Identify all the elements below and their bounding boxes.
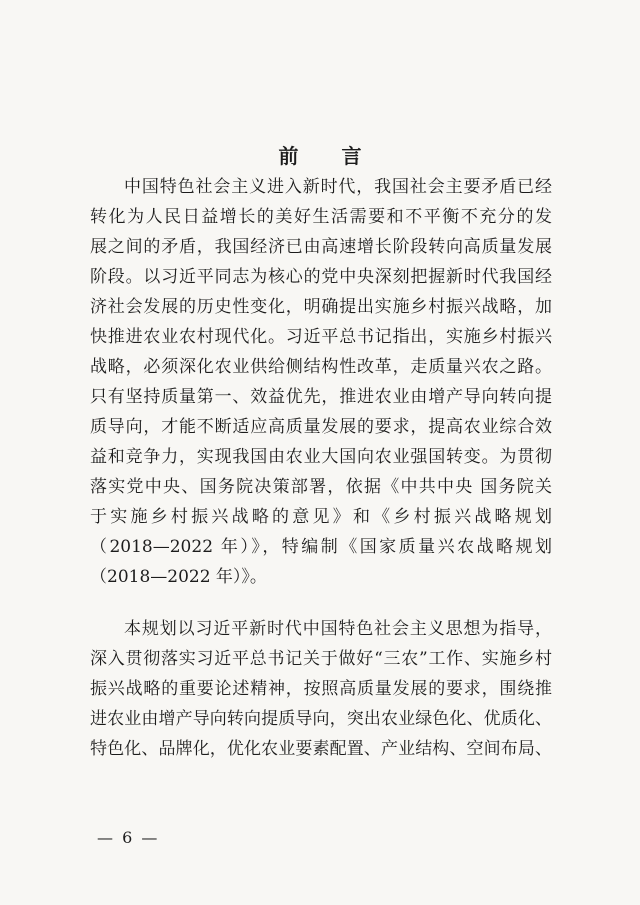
- text-line: 快推进农业农村现代化。习近平总书记指出，实施乡村振兴: [90, 327, 552, 347]
- text-line: 益和竞争力，实现我国由农业大国向农业强国转变。为贯彻: [90, 447, 552, 467]
- paragraph-1: [90, 172, 552, 592]
- text-line: 转化为人民日益增长的美好生活需要和不平衡不充分的发: [90, 207, 552, 227]
- text-line: 深入贯彻落实习近平总书记关于做好“三农”工作、实施乡村: [90, 649, 552, 669]
- text-line: 于实施乡村振兴战略的意见》和《乡村振兴战略规划: [90, 507, 552, 527]
- text-line: 阶段。以习近平同志为核心的党中央深刻把握新时代我国经: [90, 267, 552, 287]
- text-line: 落实党中央、国务院决策部署，依据《中共中央 国务院关: [90, 477, 552, 497]
- text-line: 特色化、品牌化，优化农业要素配置、产业结构、空间布局、: [90, 739, 552, 759]
- page-title: 前 言: [278, 144, 380, 168]
- text-line: 战略，必须深化农业供给侧结构性改革，走质量兴农之路。: [90, 357, 552, 377]
- text-line: 只有坚持质量第一、效益优先，推进农业由增产导向转向提: [90, 387, 552, 407]
- text-line: （2018—2022 年）》，特编制《国家质量兴农战略规划: [90, 537, 552, 557]
- text-line: 展之间的矛盾，我国经济已由高速增长阶段转向高质量发展: [90, 237, 552, 257]
- paragraph-2: [90, 614, 552, 764]
- text-line: （2018—2022 年）》。: [90, 567, 267, 587]
- text-line: 济社会发展的历史性变化，明确提出实施乡村振兴战略，加: [90, 297, 552, 317]
- text-line: 振兴战略的重要论述精神，按照高质量发展的要求，围绕推: [90, 679, 552, 699]
- page-number: — 6 —: [97, 828, 160, 847]
- text-line: 质导向，才能不断适应高质量发展的要求，提高农业综合效: [90, 417, 552, 437]
- text-line: 本规划以习近平新时代中国特色社会主义思想为指导，: [124, 619, 552, 639]
- text-line: 中国特色社会主义进入新时代，我国社会主要矛盾已经: [124, 177, 552, 197]
- text-line: 进农业由增产导向转向提质导向，突出农业绿色化、优质化、: [90, 709, 552, 729]
